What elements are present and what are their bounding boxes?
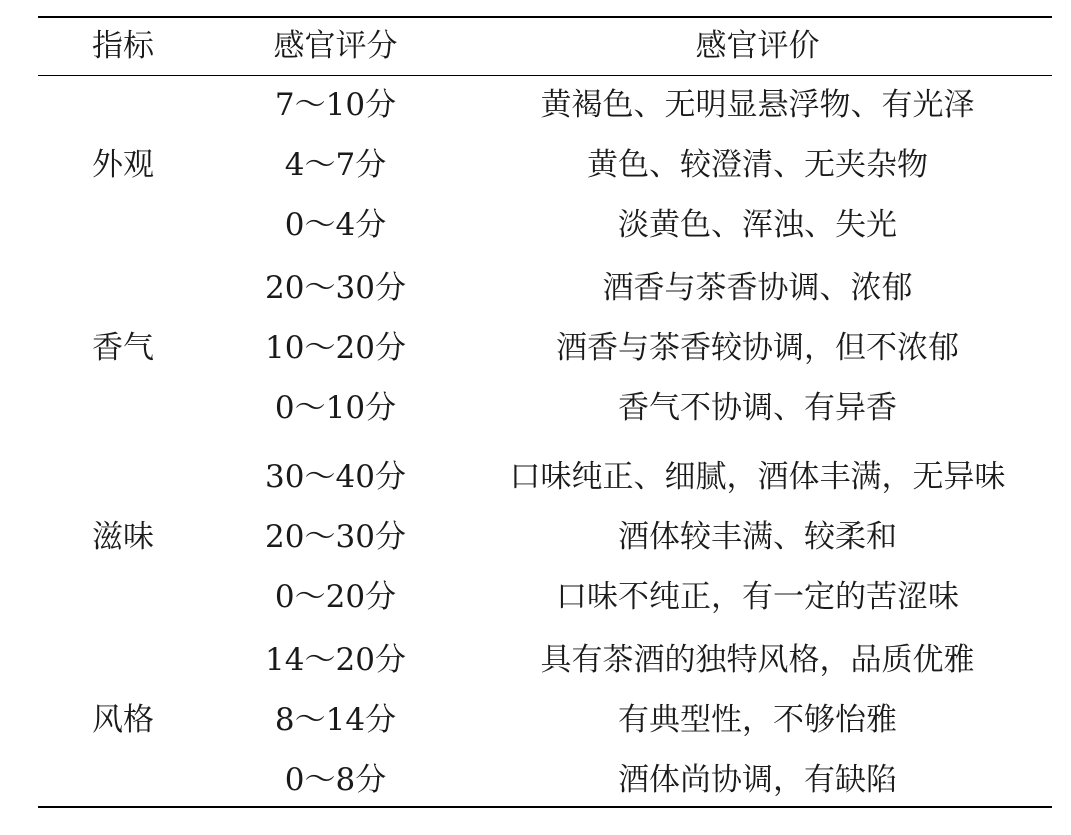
evaluation-cell: 口味纯正、细腻，酒体丰满，无异味 (509, 459, 1006, 495)
evaluation-cell: 具有茶酒的独特风格，品质优雅 (540, 642, 975, 678)
score-cell: 14～20分 (265, 642, 406, 678)
table-bottom-rule (38, 806, 1052, 808)
indicator-cell: 外观 (92, 147, 154, 183)
table-top-rule (38, 16, 1052, 18)
evaluation-cell: 口味不纯正，有一定的苦涩味 (556, 579, 959, 615)
evaluation-cell: 黄色、较澄清、无夹杂物 (587, 147, 928, 183)
score-cell: 10～20分 (265, 330, 406, 366)
evaluation-cell: 有典型性，不够怡雅 (618, 702, 897, 738)
score-cell: 4～7分 (284, 147, 387, 183)
evaluation-cell: 淡黄色、浑浊、失光 (618, 207, 897, 243)
header-indicator: 指标 (92, 28, 154, 64)
score-cell: 0～20分 (274, 579, 397, 615)
score-cell: 0～4分 (284, 207, 387, 243)
score-cell: 30～40分 (265, 459, 406, 495)
evaluation-cell: 酒香与茶香协调、浓郁 (602, 270, 913, 306)
header-rule (38, 75, 1052, 76)
score-cell: 8～14分 (274, 702, 397, 738)
header-evaluation: 感官评价 (695, 28, 820, 64)
indicator-cell: 滋味 (92, 519, 154, 555)
sensory-evaluation-table (38, 0, 1052, 835)
evaluation-cell: 酒香与茶香较协调，但不浓郁 (556, 330, 959, 366)
score-cell: 20～30分 (265, 519, 406, 555)
evaluation-cell: 黄褐色、无明显悬浮物、有光泽 (540, 87, 975, 123)
score-cell: 20～30分 (265, 270, 406, 306)
header-score: 感官评分 (273, 28, 398, 64)
evaluation-cell: 酒体尚协调，有缺陷 (618, 762, 897, 798)
score-cell: 0～10分 (274, 390, 397, 426)
evaluation-cell: 酒体较丰满、较柔和 (618, 519, 897, 555)
indicator-cell: 风格 (92, 702, 154, 738)
score-cell: 0～8分 (284, 762, 387, 798)
score-cell: 7～10分 (274, 87, 397, 123)
indicator-cell: 香气 (92, 330, 154, 366)
evaluation-cell: 香气不协调、有异香 (618, 390, 897, 426)
